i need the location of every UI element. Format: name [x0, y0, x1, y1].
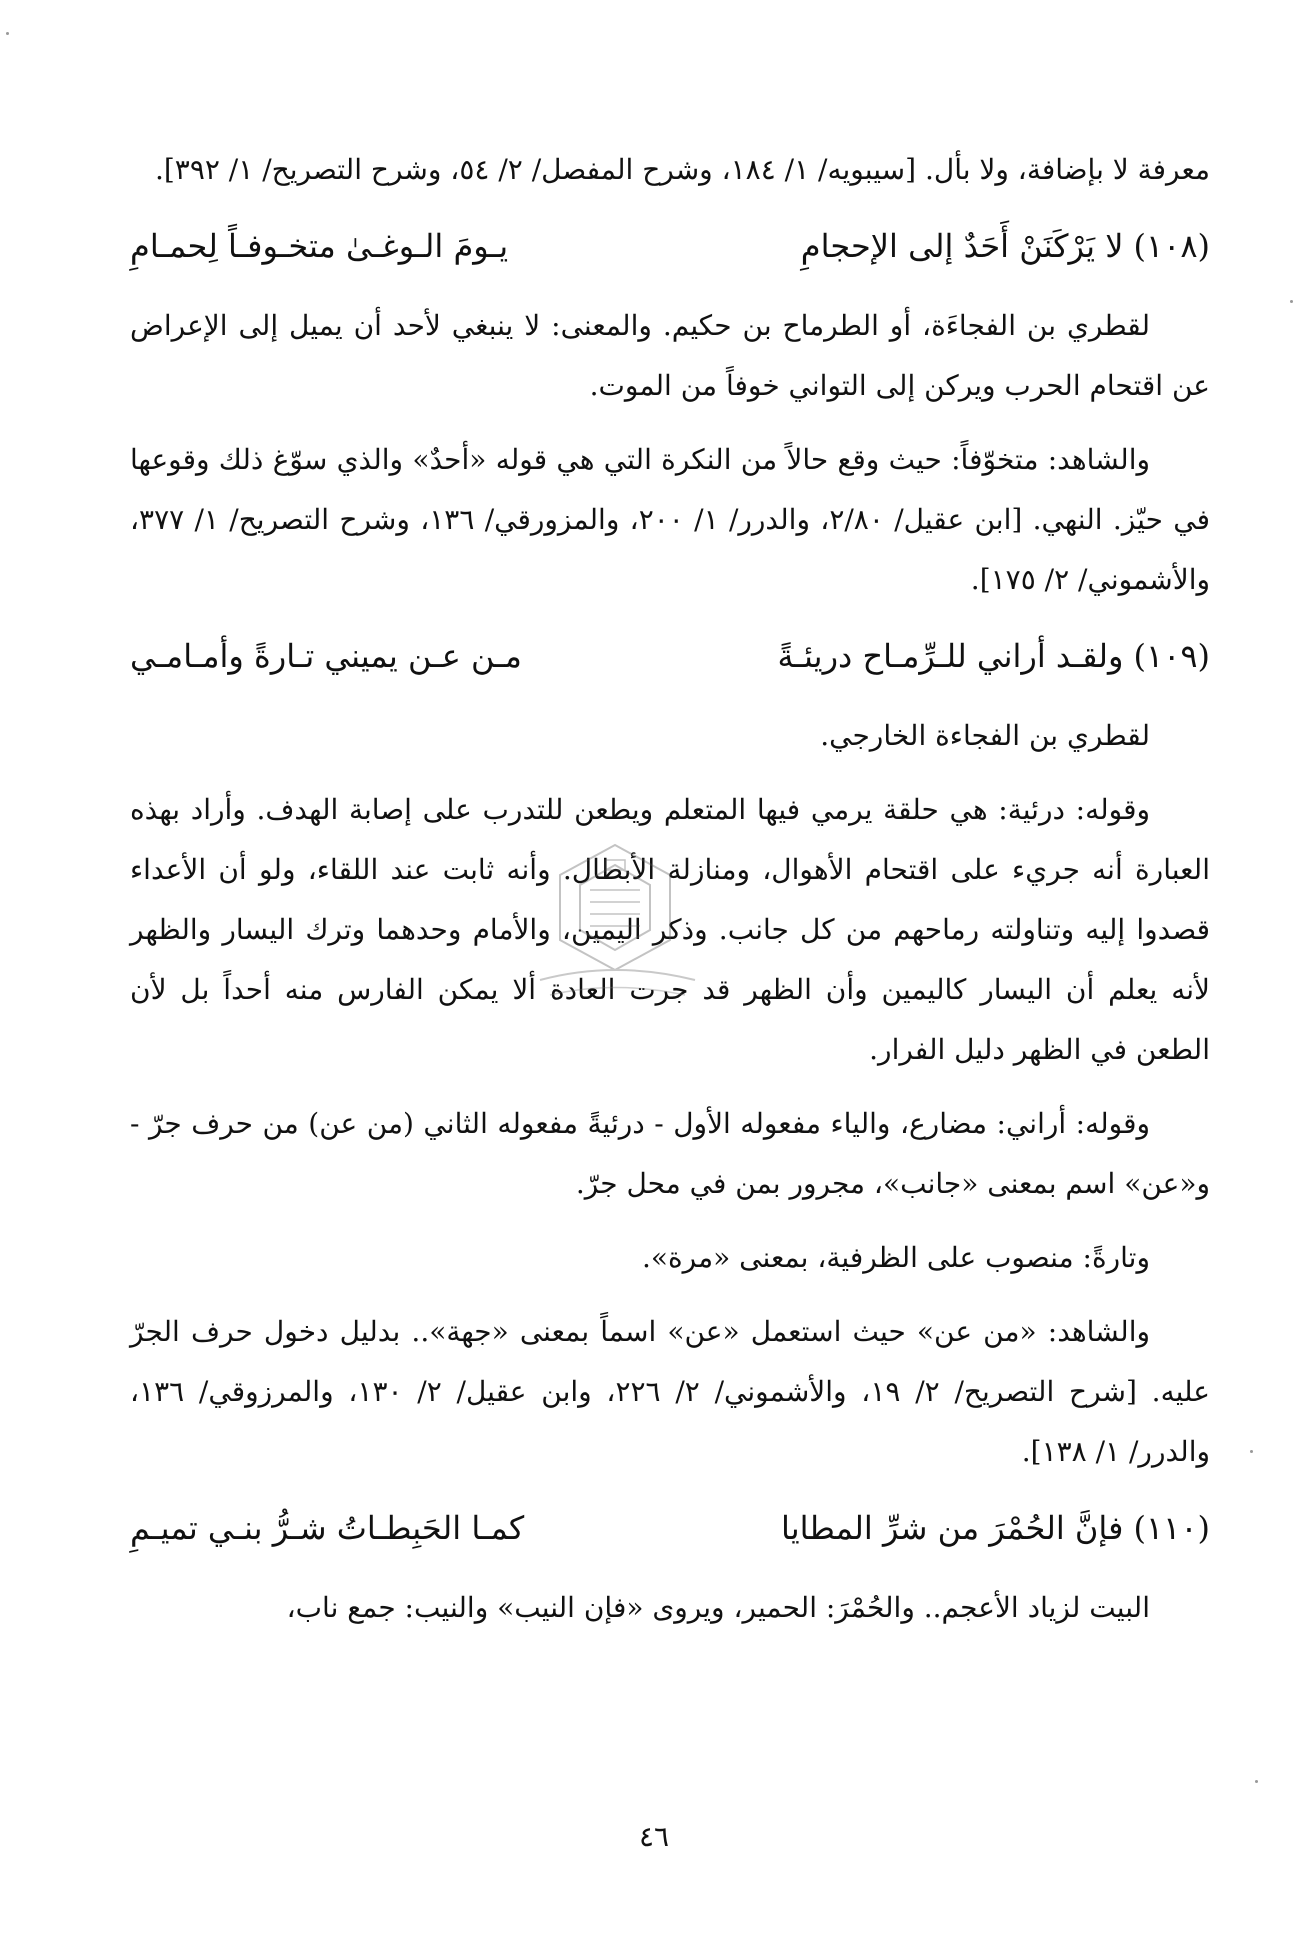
verse-110-second-hemistich: كمـا الحَبِطـاتُ شـرُّ بنـي تميـمِ	[130, 1509, 525, 1547]
paragraph-attribution-109: لقطري بن الفجاءة الخارجي.	[820, 719, 1150, 752]
paragraph-grammar-109: وقوله: أراني: مضارع، والياء مفعوله الأول - درئيةً مفعوله الثاني (من عن) من حرف جرّ - و«عن» اسم بمعنى «جانب»، مجرور بمن في محل جرّ.	[130, 1107, 1210, 1200]
paragraph-evidence-109: والشاهد: «من عن» حيث استعمل «عن» اسماً بمعنى «جهة».. بدليل دخول حرف الجرّ عليه. [شرح التصريح/ ٢/ ١٩، والأشموني/ ٢/ ٢٢٦، وابن عقيل/ ٢/ ١٣٠، والمرزوقي/ ١٣٦، والدرر/ ١/ ١٣٨].	[130, 1315, 1211, 1468]
verse-109-second-hemistich: مـن عـن يميني تـارةً وأمـامـي	[130, 637, 522, 675]
verse-109-first-hemistich	[522, 624, 1210, 688]
page-number: ٤٦	[638, 1820, 670, 1853]
scan-speck	[6, 32, 9, 35]
watermark-stamp-icon	[520, 830, 710, 1020]
scan-speck	[1255, 1780, 1258, 1783]
paragraph-attribution-108: لقطري بن الفجاءَة، أو الطرماح بن حكيم. والمعنى: لا ينبغي لأحد أن يميل إلى الإعراض عن اقتحام الحرب ويركن إلى التواني خوفاً من الموت.	[130, 309, 1210, 402]
verse-108	[130, 214, 1210, 278]
verse-number: (١٠٩)	[1133, 637, 1210, 675]
verse-number: (١٠٨)	[1133, 227, 1210, 265]
verse-108-first-hemistich	[508, 214, 1210, 278]
verse-109	[130, 624, 1210, 688]
paragraph-attribution-110: البيت لزياد الأعجم.. والحُمْرَ: الحمير، ويروى «فإن النيب» والنيب: جمع ناب،	[286, 1591, 1150, 1624]
paragraph-tara-109: وتارةً: منصوب على الظرفية، بمعنى «مرة».	[641, 1241, 1150, 1274]
scan-speck	[1290, 300, 1293, 303]
verse-110-first-hemistich	[524, 1496, 1210, 1560]
verse-110-text-a: فإنَّ الحُمْرَ من شرِّ المطايا	[781, 1509, 1124, 1547]
verse-109-text-a: ولقـد أراني للـرِّمـاح دريئـةً	[777, 637, 1124, 675]
paragraph-evidence-108: والشاهد: متخوّفاً: حيث وقع حالاً من النكرة التي هي قوله «أحدٌ» والذي سوّغ ذلك وقوعها في حيّز. النهي. [ابن عقيل/ ٢/٨٠، والدرر/ ١/ ٢٠٠، والمزورقي/ ١٣٦، وشرح التصريح/ ١/ ٣٧٧، والأشموني/ ٢/ ١٧٥].	[130, 443, 1210, 596]
verse-110	[130, 1496, 1210, 1560]
paragraph-explanation-109: وقوله: درئية: هي حلقة يرمي فيها المتعلم ويطعن للتدرب على إصابة الهدف. وأراد بهذه العبارة أنه جريء على اقتحام الأهوال، ومنازلة الأبطال. وأنه ثابت عند اللقاء، ولو أن الأعداء قصدوا إليه وتناولته رماحهم من كل جانب. وذكر اليمين، والأمام وحدهما وترك اليسار والظهر لأنه يعلم أن اليسار كاليمين وأن الظهر قد جرت العادة ألا يمكن الفارس منه أحداً بل لأن الطعن في الظهر دليل الفرار.	[130, 793, 1210, 1066]
verse-number: (١١٠)	[1133, 1509, 1210, 1547]
paragraph-continuation: معرفة لا بإضافة، ولا بأل. [سيبويه/ ١/ ١٨٤، وشرح المفصل/ ٢/ ٥٤، وشرح التصريح/ ١/ ٣٩٢].	[154, 153, 1210, 186]
scan-speck	[1250, 1450, 1253, 1453]
verse-108-second-hemistich: يـومَ الـوغـىٰ متخـوفـاً لِحمـامِ	[130, 227, 509, 265]
verse-108-text-a: لا يَرْكَنَنْ أَحَدٌ إلى الإحجامِ	[800, 227, 1124, 265]
